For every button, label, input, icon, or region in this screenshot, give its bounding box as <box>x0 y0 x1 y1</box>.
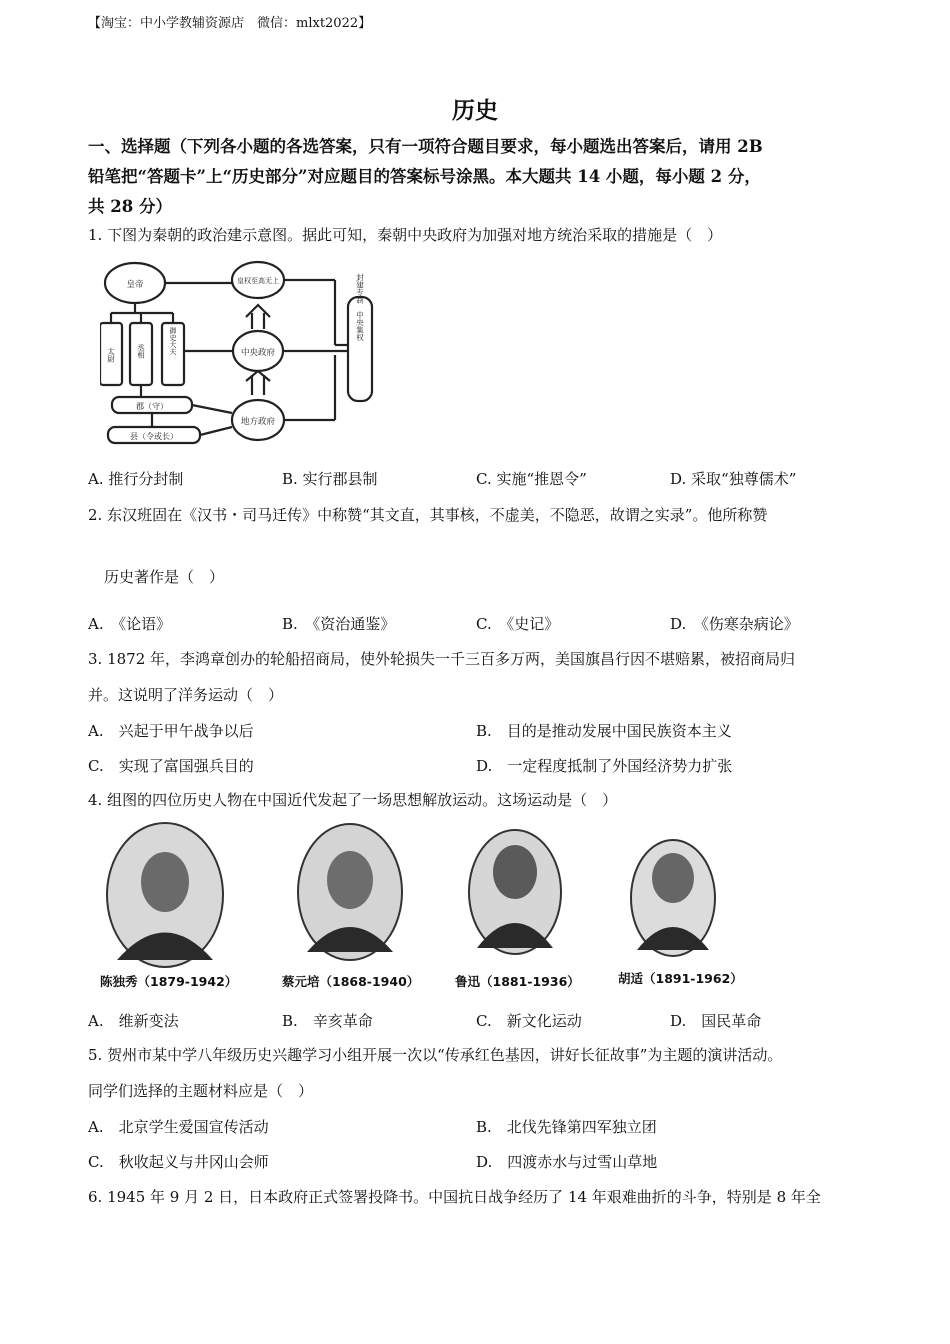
q4-option-d: D. 国民革命 <box>670 1012 762 1030</box>
portrait-caption-4: 胡适（1891-1962） <box>618 971 743 986</box>
page-header: 【淘宝：中小学教辅资源店 微信：mlxt2022】 <box>88 16 372 31</box>
diagram-label-emperor: 皇帝 <box>126 280 144 290</box>
q1-option-d: D. 采取“独尊儒术” <box>670 470 797 488</box>
portrait-group <box>95 820 755 970</box>
diagram-label-jun: 郡（守） <box>136 402 168 411</box>
q5-option-d: D. 四渡赤水与过雪山草地 <box>476 1153 658 1171</box>
q4-option-b: B. 辛亥革命 <box>282 1012 373 1030</box>
q3-option-a: A. 兴起于甲午战争以后 <box>88 722 254 740</box>
diagram-label-taiwei: 太尉 <box>106 347 116 363</box>
q1-option-c: C. 实施“推恩令” <box>476 470 587 488</box>
q3-option-d: D. 一定程度抵制了外国经济势力扩张 <box>476 757 733 775</box>
diagram-label-ruler: 皇权至高无上 <box>237 277 279 285</box>
portrait-caption-2: 蔡元培（1868-1940） <box>282 974 420 989</box>
diagram-label-local: 地方政府 <box>240 417 276 427</box>
q1-option-a: A. 推行分封制 <box>88 470 184 488</box>
qin-political-diagram <box>100 255 390 447</box>
q5-option-a: A. 北京学生爱国宣传活动 <box>88 1118 269 1136</box>
portrait-caption-1: 陈独秀（1879-1942） <box>100 974 238 989</box>
q4-option-a: A. 维新变法 <box>88 1012 179 1030</box>
diagram-label-yushi: 御史大夫 <box>169 327 177 355</box>
diagram-label-side: 封建专制 中央集权 <box>355 273 365 341</box>
q3-stem-line2: 并。这说明了洋务运动（ ） <box>88 686 284 704</box>
q2-option-b: B. 《资治通鉴》 <box>282 615 396 633</box>
q2-option-a: A. 《论语》 <box>88 615 172 633</box>
q3-option-b: B. 目的是推动发展中国民族资本主义 <box>476 722 732 740</box>
q3-option-c: C. 实现了富国强兵目的 <box>88 757 254 775</box>
section-heading-line2: 铅笔把“答题卡”上“历史部分”对应题目的答案标号涂黑。本大题共 14 小题，每小题 2 分， <box>88 167 761 186</box>
q2-option-c: C. 《史记》 <box>476 615 560 633</box>
portrait-lu-xun <box>469 830 561 954</box>
diagram-label-xian: 县（令或长） <box>130 432 178 441</box>
q4-stem: 4. 组图的四位历史人物在中国近代发起了一场思想解放运动。这场运动是（ ） <box>88 791 618 809</box>
q3-stem-line1: 3. 1872 年，李鸿章创办的轮船招商局，使外轮损失一千三百多万两，美国旗昌行因不堪赔累，被招商局归 <box>88 650 796 668</box>
section-heading-line3: 共 28 分） <box>88 197 172 216</box>
q2-stem-line2: 历史著作是（ ） <box>104 568 225 586</box>
q1-option-b: B. 实行郡县制 <box>282 470 378 488</box>
q2-option-d: D. 《伤寒杂病论》 <box>670 615 799 633</box>
q6-stem-line1: 6. 1945 年 9 月 2 日，日本政府正式签署投降书。中国抗日战争经历了 14 年艰难曲折的斗争，特别是 8 年全 <box>88 1188 821 1206</box>
portrait-caption-3: 鲁迅（1881-1936） <box>455 974 580 989</box>
q2-stem-line1: 2. 东汉班固在《汉书・司马迁传》中称赞“其文直，其事核，不虚美，不隐恶，故谓之实录”。他所称赞 <box>88 506 768 524</box>
diagram-label-chengxiang: 丞相 <box>136 343 146 359</box>
q1-stem: 1. 下图为秦朝的政治建示意图。据此可知，秦朝中央政府为加强对地方统治采取的措施是（ ） <box>88 226 723 244</box>
portrait-hu-shi <box>631 840 715 956</box>
q5-stem-line2: 同学们选择的主题材料应是（ ） <box>88 1082 314 1100</box>
q4-option-c: C. 新文化运动 <box>476 1012 582 1030</box>
q5-option-c: C. 秋收起义与井冈山会师 <box>88 1153 269 1171</box>
portrait-chen-duxiu <box>107 823 223 967</box>
q5-stem-line1: 5. 贺州市某中学八年级历史兴趣学习小组开展一次以“传承红色基因，讲好长征故事”为主题的演讲活动。 <box>88 1046 783 1064</box>
page-title: 历史 <box>452 97 498 124</box>
section-heading-line1: 一、选择题（下列各小题的各选答案，只有一项符合题目要求，每小题选出答案后，请用 2B <box>88 137 763 156</box>
diagram-label-central: 中央政府 <box>240 348 276 358</box>
q5-option-b: B. 北伐先锋第四军独立团 <box>476 1118 657 1136</box>
portrait-cai-yuanpei <box>298 824 402 960</box>
